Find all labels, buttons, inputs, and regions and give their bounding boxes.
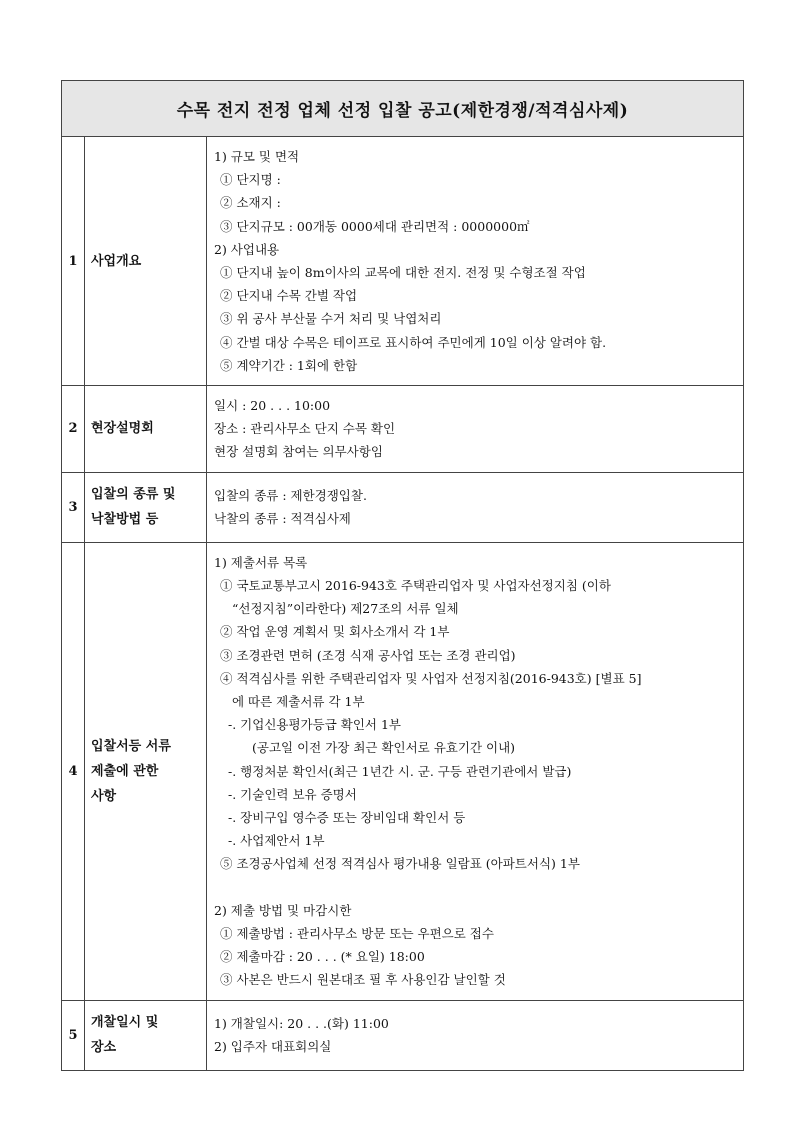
content-line: (공고일 이전 가장 최근 확인서로 유효기간 이내) (252, 740, 516, 756)
bid-notice-table (61, 80, 744, 1071)
heading-line: 사항 (91, 788, 117, 804)
content-line: ③ 단지규모 : 00개동 0000세대 관리면적 : 0000000㎡ (220, 218, 530, 234)
content-line: 2) 제출 방법 및 마감시한 (214, 902, 352, 918)
table-row (62, 137, 744, 386)
content-line: 입찰의 종류 : 제한경쟁입찰. (214, 487, 367, 503)
content-line: -. 행정처분 확인서(최근 1년간 시. 군. 구등 관련기관에서 발급) (228, 763, 572, 779)
content-line: ② 작업 운영 계획서 및 회사소개서 각 1부 (220, 624, 450, 640)
content-line: 낙찰의 종류 : 적격심사제 (214, 511, 351, 527)
content-line: ② 소재지 : (220, 195, 281, 211)
row-number: 3 (62, 472, 85, 542)
table-row (62, 542, 744, 1000)
content-line: ② 단지내 수목 간벌 작업 (220, 288, 358, 304)
content-line: ③ 조경관련 면허 (조경 식재 공사업 또는 조경 관리업) (220, 647, 516, 663)
content-line: ② 제출마감 : 20 . . . (* 요일) 18:00 (220, 949, 425, 965)
content-line: ④ 간벌 대상 수목은 테이프로 표시하여 주민에게 10일 이상 알려야 함. (220, 334, 607, 350)
content-line: ③ 위 공사 부산물 수거 처리 및 낙엽처리 (220, 311, 442, 327)
content-line: 1) 규모 및 면적 (214, 149, 300, 164)
row-heading (85, 472, 207, 542)
row-content (207, 542, 744, 1000)
row-content (207, 1000, 744, 1070)
content-line: ⑤ 계약기간 : 1회에 한함 (220, 357, 358, 373)
content-line: “선정지침”이라한다) 제27조의 서류 일체 (232, 601, 459, 617)
row-heading (85, 542, 207, 1000)
row-number: 4 (62, 542, 85, 1000)
row-number: 5 (62, 1000, 85, 1070)
heading-line: 입찰의 종류 및 (91, 487, 176, 503)
content-line: ③ 사본은 반드시 원본대조 필 후 사용인감 날인할 것 (220, 972, 506, 988)
content-line: 1) 개찰일시: 20 . . .(화) 11:00 (214, 1015, 389, 1031)
notice-title: 수목 전지 전정 업체 선정 입찰 공고(제한경쟁/적격심사제) (62, 81, 744, 137)
content-line: 에 따른 제출서류 각 1부 (232, 694, 365, 710)
content-line: ④ 적격심사를 위한 주택관리업자 및 사업자 선정지침(2016-943호) [별표 5] (220, 670, 642, 686)
content-line: 1) 제출서류 목록 (214, 554, 308, 570)
heading-line: 낙찰방법 등 (91, 512, 159, 528)
heading-line: 제출에 관한 (91, 763, 159, 779)
row-content (207, 137, 744, 386)
content-line: -. 기술인력 보유 증명서 (228, 786, 357, 802)
content-line: -. 장비구입 영수증 또는 장비임대 확인서 등 (228, 810, 466, 826)
table-row (62, 1000, 744, 1070)
content-line: -. 기업신용평가등급 확인서 1부 (228, 717, 401, 733)
row-number: 2 (62, 386, 85, 473)
content-line: ① 단지명 : (220, 172, 281, 188)
heading-line: 입찰서등 서류 (91, 738, 171, 754)
blank-line (214, 876, 739, 899)
content-line: 현장 설명회 참여는 의무사항임 (214, 444, 383, 460)
content-line: -. 사업제안서 1부 (228, 833, 325, 849)
row-heading (85, 1000, 207, 1070)
content-line: 2) 입주자 대표회의실 (214, 1039, 332, 1055)
content-line: 장소 : 관리사무소 단지 수목 확인 (214, 421, 396, 437)
title-row (62, 81, 744, 137)
content-line: ① 제출방법 : 관리사무소 방문 또는 우편으로 접수 (220, 925, 494, 941)
heading-line: 개찰일시 및 (91, 1015, 159, 1031)
row-heading: 사업개요 (85, 137, 207, 386)
content-line: 2) 사업내용 (214, 241, 280, 257)
row-content (207, 386, 744, 473)
content-line: 일시 : 20 . . . 10:00 (214, 398, 331, 414)
content-line: ① 국토교통부고시 2016-943호 주택관리업자 및 사업자선정지침 (이하 (220, 578, 611, 594)
row-number: 1 (62, 137, 85, 386)
table-row (62, 472, 744, 542)
heading-line: 장소 (91, 1040, 117, 1056)
content-line: ⑤ 조경공사업체 선정 적격심사 평가내용 일람표 (아파트서식) 1부 (220, 856, 580, 872)
content-line: ① 단지내 높이 8m이사의 교목에 대한 전지. 전정 및 수형조절 작업 (220, 265, 586, 281)
table-row (62, 386, 744, 473)
row-heading: 현장설명회 (85, 386, 207, 473)
row-content (207, 472, 744, 542)
